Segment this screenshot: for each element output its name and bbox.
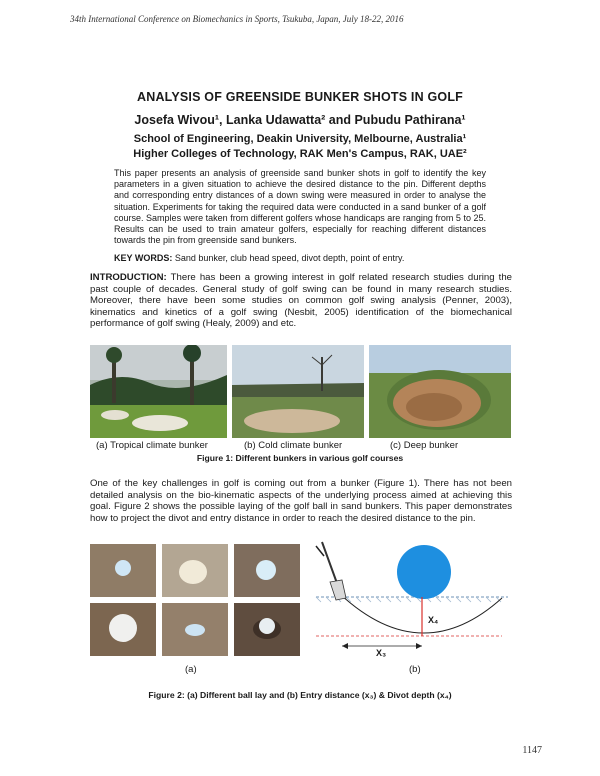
paper-authors: Josefa Wivou¹, Lanka Udawatta² and Pubudu Pathirana¹	[134, 113, 466, 127]
figure2-label-b: (b)	[409, 664, 421, 675]
subcaption-b: (b) Cold climate bunker	[244, 440, 343, 451]
page-number: 1147	[522, 745, 542, 756]
figure1-caption: Figure 1: Different bunkers in various golf courses	[196, 453, 404, 463]
keywords	[114, 253, 486, 263]
deep-bunker-photo	[369, 345, 511, 438]
entry-divot-diagram	[312, 540, 508, 660]
figure2-label-a: (a)	[185, 664, 197, 675]
keywords-label: KEY WORDS:	[114, 253, 173, 263]
golf-ball	[397, 545, 451, 599]
tropical-bunker-photo	[90, 345, 227, 438]
introduction-paragraph	[90, 272, 512, 330]
paragraph-2: One of the key challenges in golf is coming out from a bunker (Figure 1). There has not been detailed analysis on the bio-kinematic aspects of the underlying process aimed at achieving this goal. Figure 2 shows the possible laying of the golf ball in sand bunkers. This paper demonstrates how to project the divot and entry distance in order to reach the desired distance to the pin.	[90, 478, 512, 524]
ball-lay-photo-grid	[90, 544, 300, 656]
paper-title: ANALYSIS OF GREENSIDE BUNKER SHOTS IN GOLF	[136, 90, 464, 104]
introduction-text: There has been a growing interest in golf related research studies during the past couple of decades. General study of golf swing can be found in many research studies. Moreover, there have been some studies on common golf swing analysis (Penner, 2003), kinematics and kinetics of a golf swing (Nesbit, 2005) identification of the biomechanical performance of golf swing (Healy, 2009) and etc.	[90, 272, 512, 330]
introduction-label: INTRODUCTION:	[90, 272, 167, 283]
keywords-text: Sand bunker, club head speed, divot depth, point of entry.	[174, 253, 405, 263]
x4-label: X₄	[428, 615, 439, 625]
x3-label: X₃	[376, 648, 387, 658]
affiliation-1: School of Engineering, Deakin University, Melbourne, Australia¹	[133, 133, 467, 145]
affiliation-2: Higher Colleges of Technology, RAK Men's Campus, RAK, UAE²	[133, 148, 467, 160]
abstract: This paper presents an analysis of greenside sand bunker shots in golf to identify the key parameters in a given situation to achieve the desired distance to the pin. Different depths and corresponding entry distances of a down swing were measured in order to analyse the situation. Experiments for taking the required data were conducted in a sand bunker of a golf course. Samples were taken from different golfers whose handicaps are ranging from 5 to 25. Results can be used to train amateur golfers, especially for reaching different distances towards the pin from greenside sand bunkers.	[114, 168, 486, 246]
cold-bunker-photo	[232, 345, 364, 438]
running-head: 34th International Conference on Biomechanics in Sports, Tsukuba, Japan, July 18-22, 2016	[70, 14, 404, 24]
figure2-caption: Figure 2: (a) Different ball lay and (b) Entry distance (x₃) & Divot depth (x₄)	[148, 690, 452, 700]
subcaption-a: (a) Tropical climate bunker	[96, 440, 208, 451]
subcaption-c: (c) Deep bunker	[390, 440, 459, 451]
